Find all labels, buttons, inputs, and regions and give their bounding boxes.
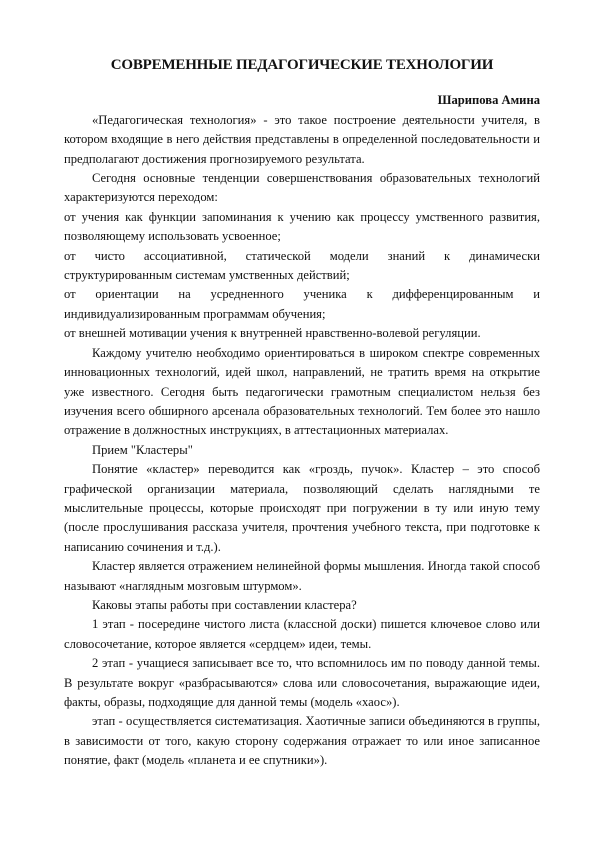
paragraph-cluster-definition: Понятие «кластер» переводится как «гроздь, пучок». Кластер – это способ графической организации материала, позволяющий сделать наглядными те мыслительные процессы, которые происходят при погружении в ту или иную тему (после прослушивания рассказа учителя, прочтения учебного текста, при подготовке к написанию сочинения и т.д.). [64, 462, 540, 554]
paragraph-definition: «Педагогическая технология» - это такое построение деятельности учителя, в котором входящие в него действия представлены в определенной последовательности и предполагают достижения прогнозируемого результата. [64, 112, 540, 166]
paragraph-cluster-thinking: Кластер является отражением нелинейной формы мышления. Иногда такой способ называют «наглядным мозговым штурмом». [64, 559, 540, 593]
paragraph-trend-3: от ориентации на усредненного ученика к дифференцированным и индивидуализированным программам обучения; [64, 287, 540, 321]
paragraph-trends-intro: Сегодня основные тенденции совершенствования образовательных технологий характеризуются переходом: [64, 171, 540, 205]
paragraph-stage-1: 1 этап - посередине чистого листа (классной доски) пишется ключевое слово или словосочетание, которое является «сердцем» идеи, темы. [64, 617, 540, 651]
paragraph-stage-3: этап - осуществляется систематизация. Хаотичные записи объединяются в группы, в зависимости от того, какую сторону содержания отражает то или иное записанное понятие, факт (модель «планета и ее спутники»). [64, 714, 540, 768]
document-page [64, 56, 540, 771]
paragraph-teacher-orientation: Каждому учителю необходимо ориентироваться в широком спектре современных инновационных технологий, идей школ, направлений, не тратить время на открытие уже известного. Сегодня быть педагогически грамотным специалистом нельзя без изучения всего обширного арсенала образовательных технологий. Тем более это нашло отражение в должностных инструкциях, в аттестационных материалах. [64, 345, 540, 438]
paragraph-stage-2: 2 этап - учащиеся записывает все то, что вспомнилось им по поводу данной темы. В результате вокруг «разбрасываются» слова или словосочетания, выражающие идеи, факты, образы, подходящие для данной темы (модель «хаос»). [64, 656, 540, 709]
paragraph-stages-question: Каковы этапы работы при составлении кластера? [92, 597, 357, 612]
paragraph-trend-2: от чисто ассоциативной, статической модели знаний к динамически структурированным системам умственных действий; [64, 248, 540, 283]
paragraph-trend-1: от учения как функции запоминания к учению как процессу умственного развития, позволяющему использовать усвоенное; [64, 209, 540, 244]
document-title: СОВРЕМЕННЫЕ ПЕДАГОГИЧЕСКИЕ ТЕХНОЛОГИИ [110, 57, 494, 73]
section-heading-clusters: Прием "Кластеры" [92, 442, 193, 457]
document-author: Шарипова Амина [437, 93, 540, 108]
paragraph-trend-4: от внешней мотивации учения к внутренней нравственно-волевой регуляции. [64, 326, 481, 341]
